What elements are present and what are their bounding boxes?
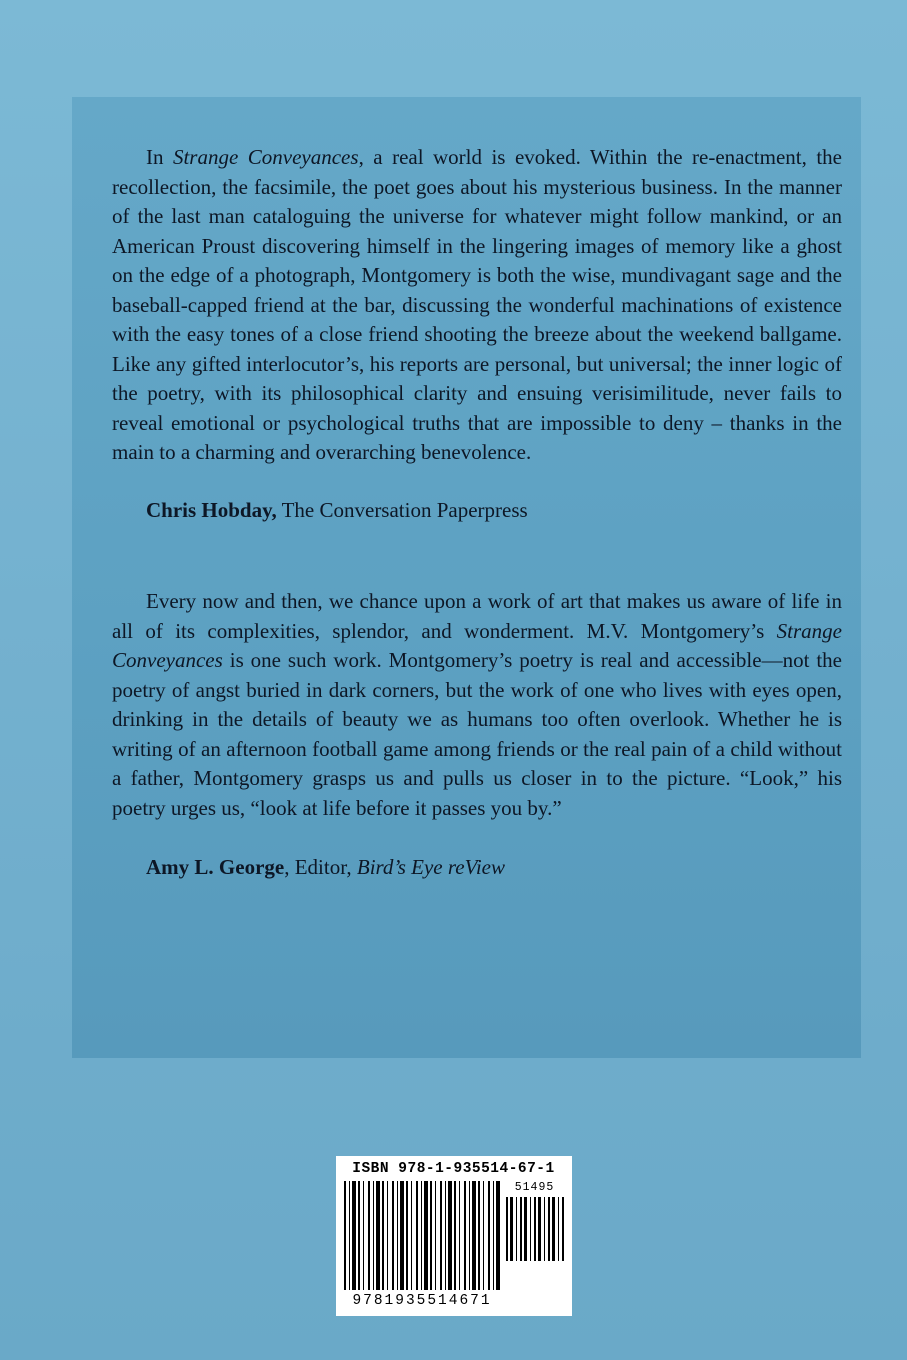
- blurb-1-attribution: [146, 496, 842, 526]
- reviewer-publication: The Conversation Paperpress: [276, 497, 528, 522]
- ean-number: 9781935514671: [352, 1293, 492, 1309]
- addon-number: 51495: [514, 1181, 555, 1194]
- blurb-1-text: [112, 143, 842, 468]
- book-title-italic: Strange Conveyances: [172, 145, 359, 169]
- blurb-2-segment: Every now and then, we chance upon a work of art that makes us aware of life in all of its complexities, splendor, and wonderment. M.V. Montgomery’s: [112, 589, 842, 643]
- reviewer-name: Chris Hobday,: [146, 497, 277, 522]
- reviewer-role: , Editor,: [284, 855, 357, 879]
- barcode-body: [344, 1181, 564, 1310]
- reviewer-name: Amy L. George: [146, 855, 285, 879]
- book-title-italic: Strange Conveyances: [112, 618, 842, 672]
- addon-bars: [506, 1197, 564, 1261]
- isbn-label: ISBN 978-1-935514-67-1: [352, 1161, 555, 1177]
- blurb-2-text: [112, 587, 842, 823]
- blurb-panel: [72, 97, 861, 1058]
- isbn-barcode: [336, 1156, 572, 1316]
- blurb-2-segment: is one such work. Montgomery’s poetry is real and accessible—not the poetry of angst buried in dark corners, but the work of one who lives with eyes open, drinking in the details of beauty we as humans too often overlook. Whether he is writing of an afternoon football game among friends or the real pain of a child without a father, Montgomery grasps us and pulls us closer in to the picture. “Look,” his poetry urges us, “look at life before it passes you by.”: [112, 648, 842, 820]
- barcode-main-column: [344, 1181, 501, 1310]
- blurb-2-attribution: [146, 853, 842, 883]
- blurb-1-segment: , a real world is evoked. Within the re-enactment, the recollection, the facsimile, the poet goes about his mysterious business. In the manner of the last man cataloguing the universe for whatever might follow mankind, or an American Proust discovering himself in the lingering images of memory like a ghost on the edge of a photograph, Montgomery is both the wise, mundivagant sage and the baseball-capped friend at the bar, discussing the wonderful machinations of existence with the easy tones of a close friend shooting the breeze about the weekend ballgame. Like any gifted interlocutor’s, his reports are personal, but universal; the inner logic of the poetry, with its philosophical clarity and ensuing verisimilitude, never fails to reveal emotional or psychological truths that are impossible to deny – thanks in the main to a charming and overarching benevolence.: [112, 145, 842, 464]
- blurb-1-segment: In: [146, 145, 173, 169]
- barcode-addon-column: [506, 1181, 564, 1310]
- barcode-bars: [344, 1181, 501, 1290]
- reviewer-publication: Bird’s Eye reView: [356, 855, 506, 879]
